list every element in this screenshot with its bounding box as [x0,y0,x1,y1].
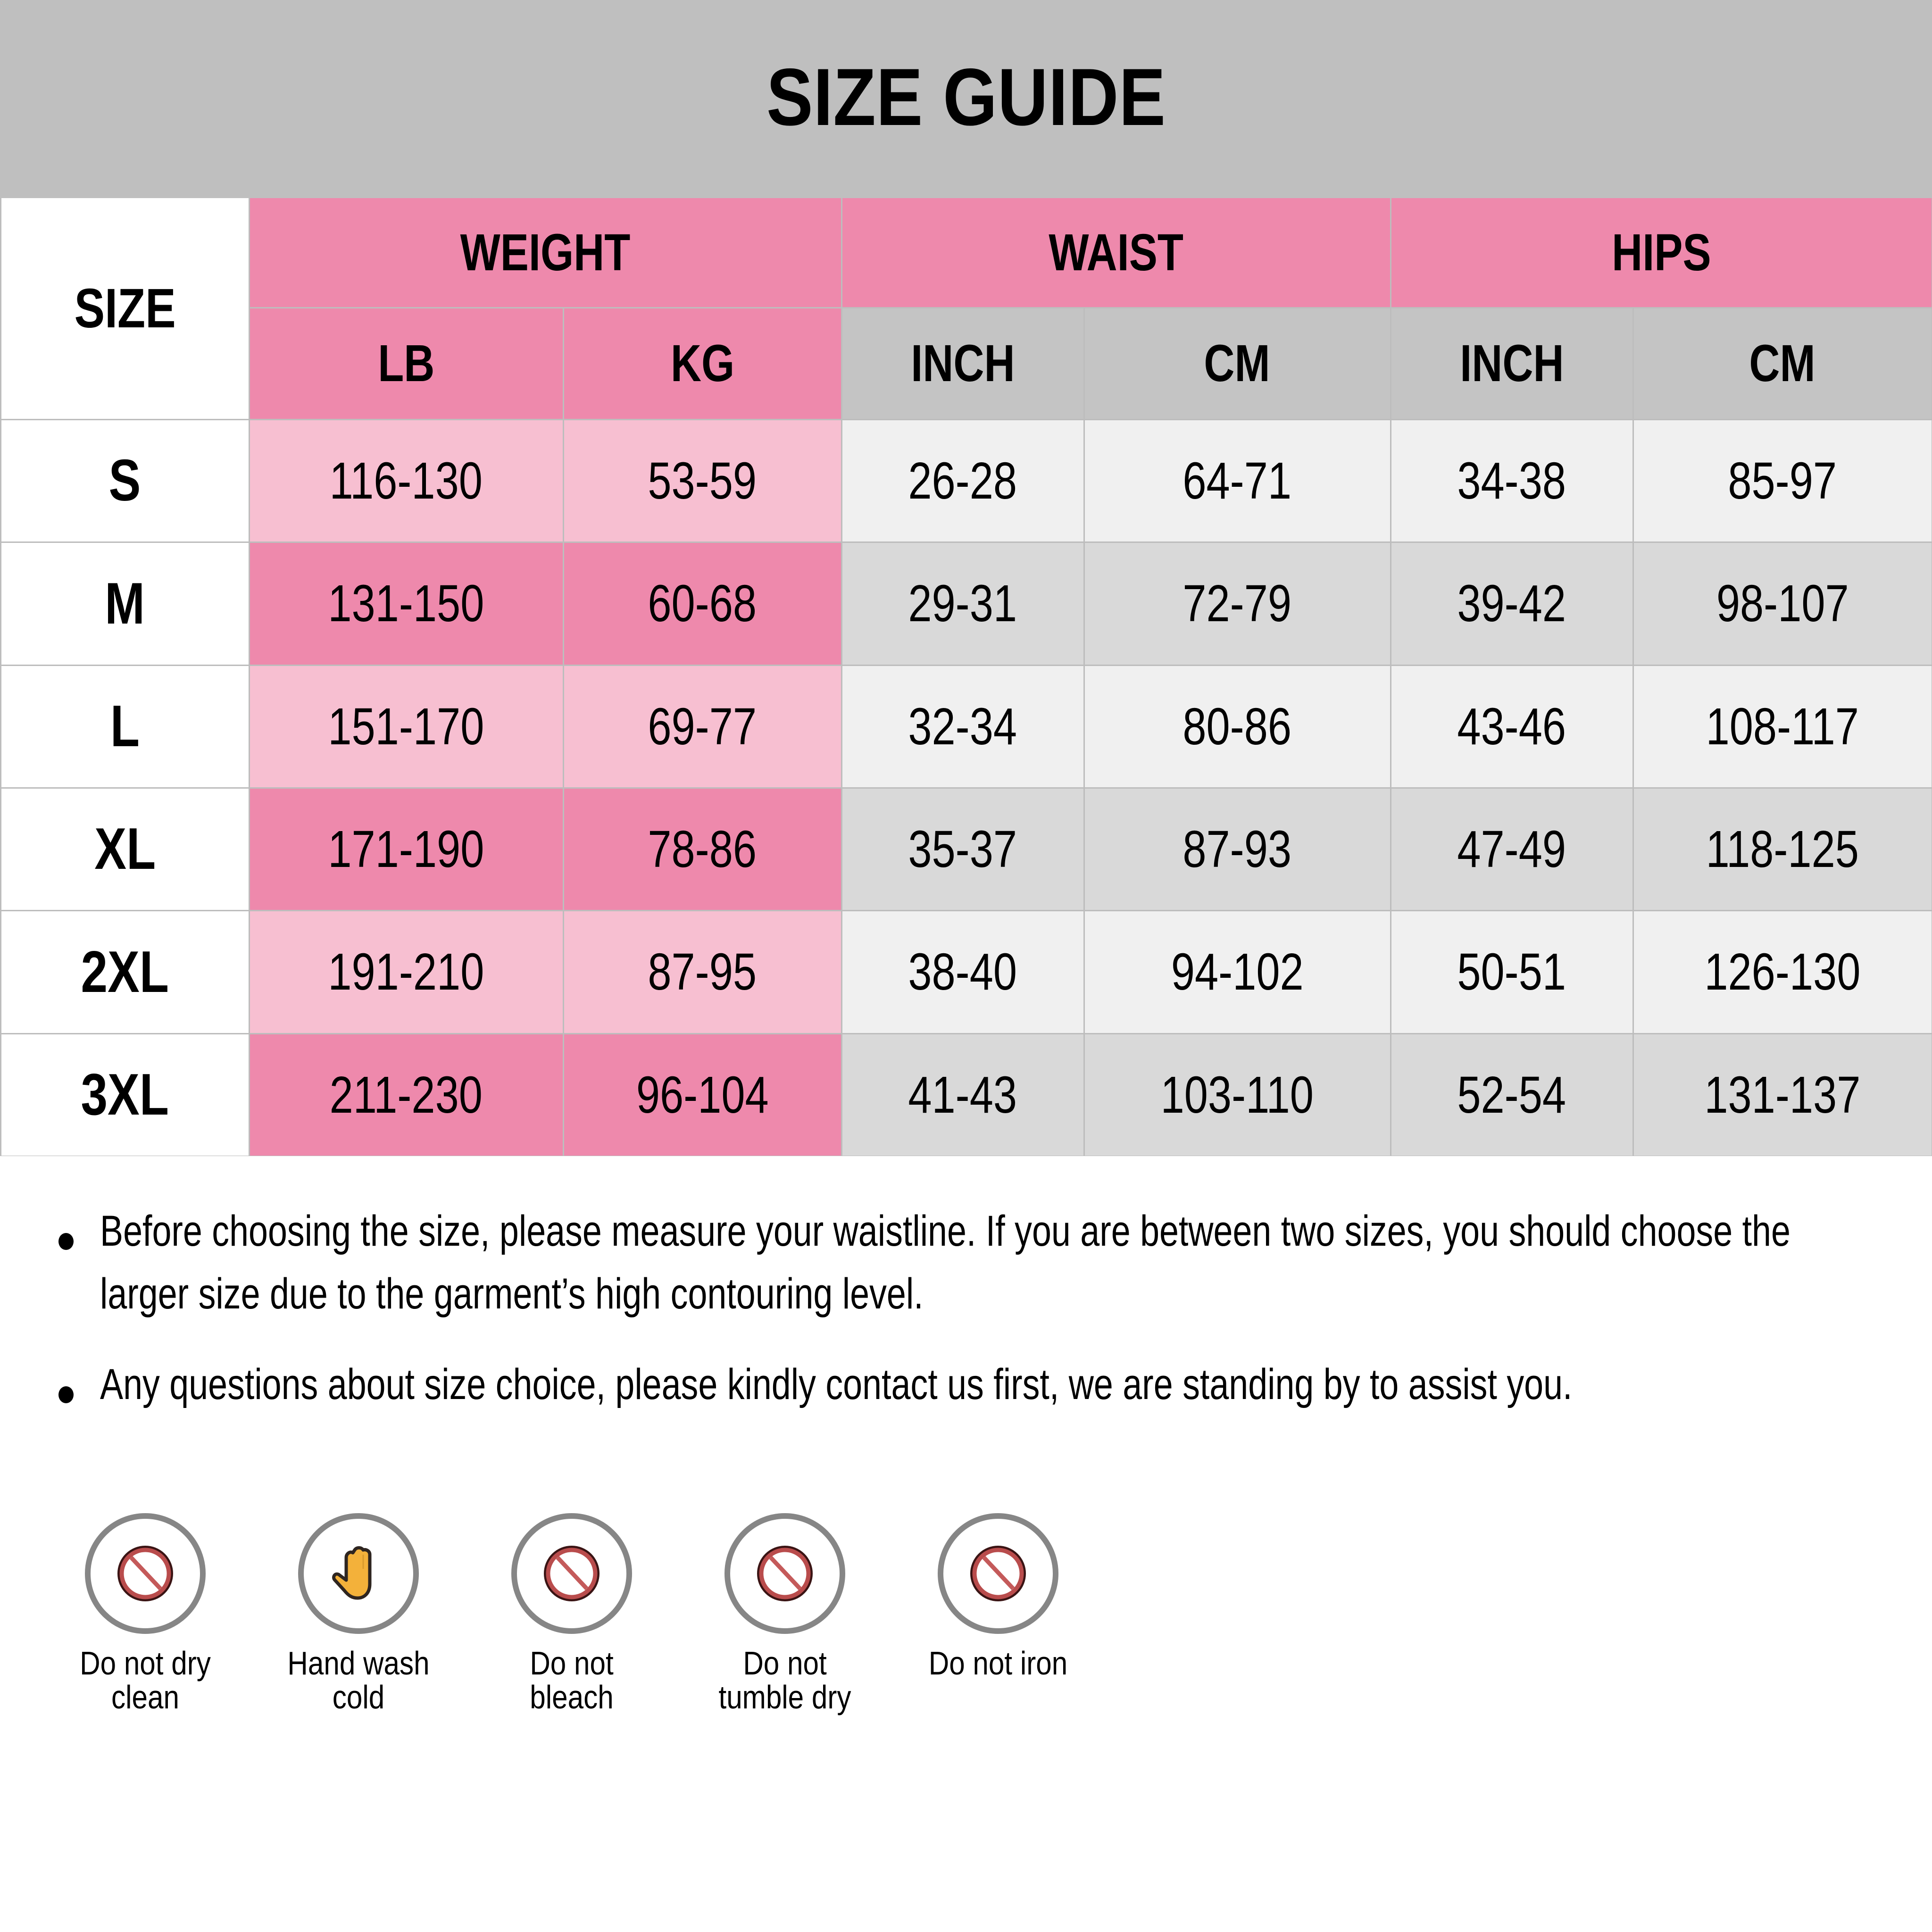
care-label-line: Do not iron [928,1645,1068,1682]
size-label-text: S [108,448,141,513]
table-cell-waist-inch [842,420,1083,541]
table-cell-weight-lb-text: 151-170 [328,697,484,756]
table-cell-waist-inch-text: 35-37 [908,820,1017,878]
table-cell-waist-inch [842,1034,1083,1156]
care-label-line: clean [111,1679,179,1715]
size-label [1,1034,249,1156]
table-cell-weight-lb [250,911,563,1033]
group-header-hips-text: HIPS [1611,223,1711,282]
unit-header-waist-a [842,308,1083,419]
table-cell-waist-cm-text: 64-71 [1183,451,1292,510]
size-label-text: M [105,571,145,636]
care-label-line: Do not dry [80,1645,211,1682]
table-cell-hips-inch-text: 50-51 [1457,943,1566,1001]
care-item [473,1513,671,1740]
table-cell-hips-cm-text: 131-137 [1704,1066,1861,1124]
size-column-header-text: SIZE [74,277,176,340]
table-cell-weight-lb [250,1034,563,1156]
table-cell-waist-inch-text: 32-34 [908,697,1017,756]
care-label [259,1646,458,1714]
table-cell-waist-cm-text: 94-102 [1171,943,1304,1001]
hand-icon [298,1513,419,1634]
unit-header-hips-b [1634,308,1932,419]
table-cell-weight-lb-text: 171-190 [328,820,484,878]
size-column-header [1,198,249,419]
table-cell-hips-inch-text: 47-49 [1457,820,1566,878]
group-header-weight [250,198,841,307]
bullet-icon [58,1233,74,1250]
care-label [473,1646,671,1714]
table-cell-waist-cm-text: 80-86 [1183,697,1292,756]
note-text-line: larger size due to the garment’s high contouring level. [100,1270,924,1318]
table-cell-hips-inch [1391,420,1632,541]
table-cell-waist-inch-text: 29-31 [908,575,1017,633]
page-title-text: SIZE GUIDE [766,52,1166,142]
size-label-text: XL [94,816,156,882]
table-cell-weight-kg [564,666,841,787]
unit-header-weight-b [564,308,841,419]
table-cell-hips-cm-text: 108-117 [1706,697,1859,756]
table-cell-hips-cm-text: 126-130 [1704,943,1861,1001]
size-label-text: L [110,694,140,759]
table-cell-hips-cm [1634,666,1932,787]
size-label [1,911,249,1033]
table-cell-waist-inch [842,543,1083,665]
page-title [0,0,1932,198]
table-cell-waist-cm [1085,666,1390,787]
table-cell-weight-lb [250,666,563,787]
unit-header-waist-b-text: CM [1204,334,1271,392]
table-cell-hips-cm [1634,543,1932,665]
size-label-text: 3XL [81,1062,169,1127]
prohibited-icon [938,1513,1058,1634]
unit-header-hips-a [1391,308,1632,419]
care-item [259,1513,458,1740]
table-cell-weight-kg [564,1034,841,1156]
table-cell-weight-kg-text: 78-86 [648,820,757,878]
table-cell-hips-inch [1391,789,1632,910]
care-label [686,1646,884,1714]
note-text-line: Any questions about size choice, please kindly contact us first, we are standing by to assist you. [100,1360,1573,1408]
table-cell-weight-lb [250,420,563,541]
table-cell-hips-inch [1391,543,1632,665]
prohibited-icon [511,1513,632,1634]
table-cell-waist-cm [1085,789,1390,910]
unit-header-waist-b [1085,308,1390,419]
table-cell-hips-inch-text: 34-38 [1457,451,1566,510]
care-label-line: Do not [743,1645,827,1682]
table-cell-hips-cm-text: 98-107 [1716,575,1849,633]
table-cell-hips-cm [1634,911,1932,1033]
note-text-line: Before choosing the size, please measure your waistline. If you are between two sizes, you should choose the [100,1207,1790,1255]
care-label-line: Do not [530,1645,614,1682]
table-cell-weight-kg-text: 69-77 [648,697,757,756]
table-cell-hips-inch-text: 43-46 [1457,697,1566,756]
care-item [686,1513,884,1740]
table-cell-weight-kg [564,911,841,1033]
size-label [1,666,249,787]
care-item [46,1513,244,1740]
bullet-icon [58,1386,74,1403]
table-cell-waist-cm [1085,1034,1390,1156]
care-label [46,1646,244,1714]
care-label-line: cold [332,1679,385,1715]
table-cell-waist-cm-text: 87-93 [1183,820,1292,878]
group-header-waist [842,198,1390,307]
care-item [899,1513,1097,1740]
size-label [1,789,249,910]
size-label-text: 2XL [81,939,169,1005]
table-cell-weight-lb-text: 191-210 [328,943,484,1001]
group-header-waist-text: WAIST [1049,223,1183,282]
size-label [1,543,249,665]
table-cell-hips-cm-text: 118-125 [1706,820,1859,878]
table-cell-hips-cm [1634,789,1932,910]
prohibited-icon [724,1513,845,1634]
table-cell-hips-inch-text: 39-42 [1457,575,1566,633]
table-cell-weight-kg-text: 60-68 [648,575,757,633]
size-table [0,198,1932,1156]
table-cell-weight-lb-text: 211-230 [329,1066,483,1124]
table-cell-weight-kg-text: 87-95 [648,943,757,1001]
care-label-line: tumble dry [718,1679,851,1715]
prohibited-icon [85,1513,206,1634]
table-cell-waist-inch-text: 41-43 [908,1066,1017,1124]
table-cell-waist-inch-text: 26-28 [908,451,1017,510]
table-cell-hips-inch [1391,1034,1632,1156]
table-cell-hips-cm [1634,1034,1932,1156]
unit-header-weight-a [250,308,563,419]
table-cell-weight-kg-text: 53-59 [648,451,757,510]
table-cell-waist-cm-text: 72-79 [1183,575,1292,633]
table-cell-waist-cm [1085,420,1390,541]
table-cell-weight-kg-text: 96-104 [636,1066,769,1124]
table-cell-hips-cm-text: 85-97 [1728,451,1837,510]
table-cell-weight-lb [250,789,563,910]
table-cell-waist-cm [1085,543,1390,665]
table-cell-waist-inch [842,911,1083,1033]
unit-header-weight-a-text: LB [377,334,435,392]
group-header-weight-text: WEIGHT [460,223,631,282]
table-cell-weight-kg [564,420,841,541]
table-cell-hips-inch-text: 52-54 [1457,1066,1566,1124]
unit-header-hips-a-text: INCH [1459,334,1564,392]
table-cell-waist-inch [842,789,1083,910]
table-cell-weight-lb-text: 116-130 [329,451,483,510]
table-cell-hips-inch [1391,911,1632,1033]
table-cell-weight-lb [250,543,563,665]
size-label [1,420,249,541]
table-cell-weight-kg [564,789,841,910]
care-label [899,1646,1097,1680]
table-cell-hips-cm [1634,420,1932,541]
group-header-hips [1391,198,1932,307]
table-cell-hips-inch [1391,666,1632,787]
table-cell-waist-cm-text: 103-110 [1160,1066,1314,1124]
table-cell-waist-inch-text: 38-40 [908,943,1017,1001]
unit-header-waist-a-text: INCH [910,334,1015,392]
unit-header-weight-b-text: KG [670,334,734,392]
unit-header-hips-b-text: CM [1749,334,1816,392]
table-cell-waist-inch [842,666,1083,787]
care-label-line: Hand wash [287,1645,430,1682]
care-instructions [0,1513,1932,1749]
table-cell-weight-lb-text: 131-150 [328,575,484,633]
care-label-line: bleach [530,1679,614,1715]
table-cell-weight-kg [564,543,841,665]
table-cell-waist-cm [1085,911,1390,1033]
